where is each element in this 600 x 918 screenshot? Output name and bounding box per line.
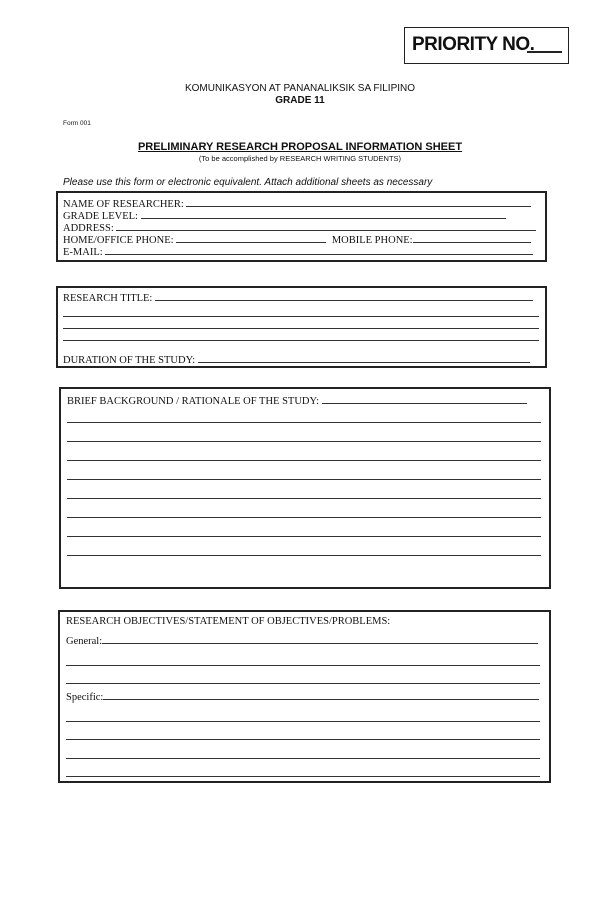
research-title-line[interactable]: [63, 340, 539, 341]
background-line[interactable]: [67, 536, 541, 537]
duration-field[interactable]: [198, 353, 530, 363]
specific-line[interactable]: [66, 739, 540, 740]
research-title-field[interactable]: [155, 291, 533, 301]
grade-heading: GRADE 11: [275, 95, 325, 106]
research-title-row: [63, 291, 533, 305]
background-label: BRIEF BACKGROUND / RATIONALE OF THE STUDY:: [67, 396, 320, 407]
email-label: E-MAIL:: [63, 247, 103, 258]
instruction-text: Please use this form or electronic equivalent. Attach additional sheets as necessary: [63, 177, 433, 188]
specific-label: Specific:: [66, 692, 104, 703]
duration-row: [63, 353, 530, 367]
background-line[interactable]: [67, 498, 541, 499]
general-field[interactable]: [102, 634, 538, 644]
specific-field[interactable]: [103, 690, 539, 700]
name-label: NAME OF RESEARCHER:: [63, 199, 184, 210]
grade-label: GRADE LEVEL:: [63, 211, 138, 222]
address-label: ADDRESS:: [63, 223, 114, 234]
background-box: [59, 387, 551, 589]
mobile-label: MOBILE PHONE:: [331, 235, 413, 246]
sheet-title: PRELIMINARY RESEARCH PROPOSAL INFORMATION SHEET: [137, 141, 463, 153]
mobile-field[interactable]: [413, 233, 531, 243]
general-line[interactable]: [66, 665, 540, 666]
sheet-subtitle: (To be accomplished by RESEARCH WRITING STUDENTS): [198, 154, 402, 163]
background-row: [67, 394, 527, 408]
form-number: Form 001: [63, 120, 91, 127]
background-line[interactable]: [67, 517, 541, 518]
background-line[interactable]: [67, 460, 541, 461]
grade-field[interactable]: [141, 209, 506, 219]
specific-line[interactable]: [66, 776, 540, 777]
objectives-label: RESEARCH OBJECTIVES/STATEMENT OF OBJECTIVES/PROBLEMS:: [66, 616, 391, 627]
general-line[interactable]: [66, 683, 540, 684]
background-field[interactable]: [322, 394, 527, 404]
name-field[interactable]: [186, 197, 531, 207]
priority-label: PRIORITY NO.: [412, 34, 535, 55]
email-row: [63, 245, 533, 259]
subject-heading: KOMUNIKASYON AT PANANALIKSIK SA FILIPINO: [184, 83, 416, 94]
phone-label: HOME/OFFICE PHONE:: [63, 235, 174, 246]
specific-line[interactable]: [66, 721, 540, 722]
background-line[interactable]: [67, 441, 541, 442]
background-line[interactable]: [67, 479, 541, 480]
research-title-line[interactable]: [63, 328, 539, 329]
background-line[interactable]: [67, 555, 541, 556]
priority-number-box: [404, 27, 569, 64]
research-title-label: RESEARCH TITLE:: [63, 293, 153, 304]
phone-field[interactable]: [176, 233, 326, 243]
research-title-line[interactable]: [63, 316, 539, 317]
priority-number-blank[interactable]: [527, 51, 562, 53]
email-field[interactable]: [105, 245, 533, 255]
general-label: General:: [66, 636, 103, 647]
duration-label: DURATION OF THE STUDY:: [63, 355, 196, 366]
background-line[interactable]: [67, 422, 541, 423]
address-field[interactable]: [116, 221, 536, 231]
general-row: [66, 634, 538, 648]
specific-row: [66, 690, 539, 704]
specific-line[interactable]: [66, 758, 540, 759]
